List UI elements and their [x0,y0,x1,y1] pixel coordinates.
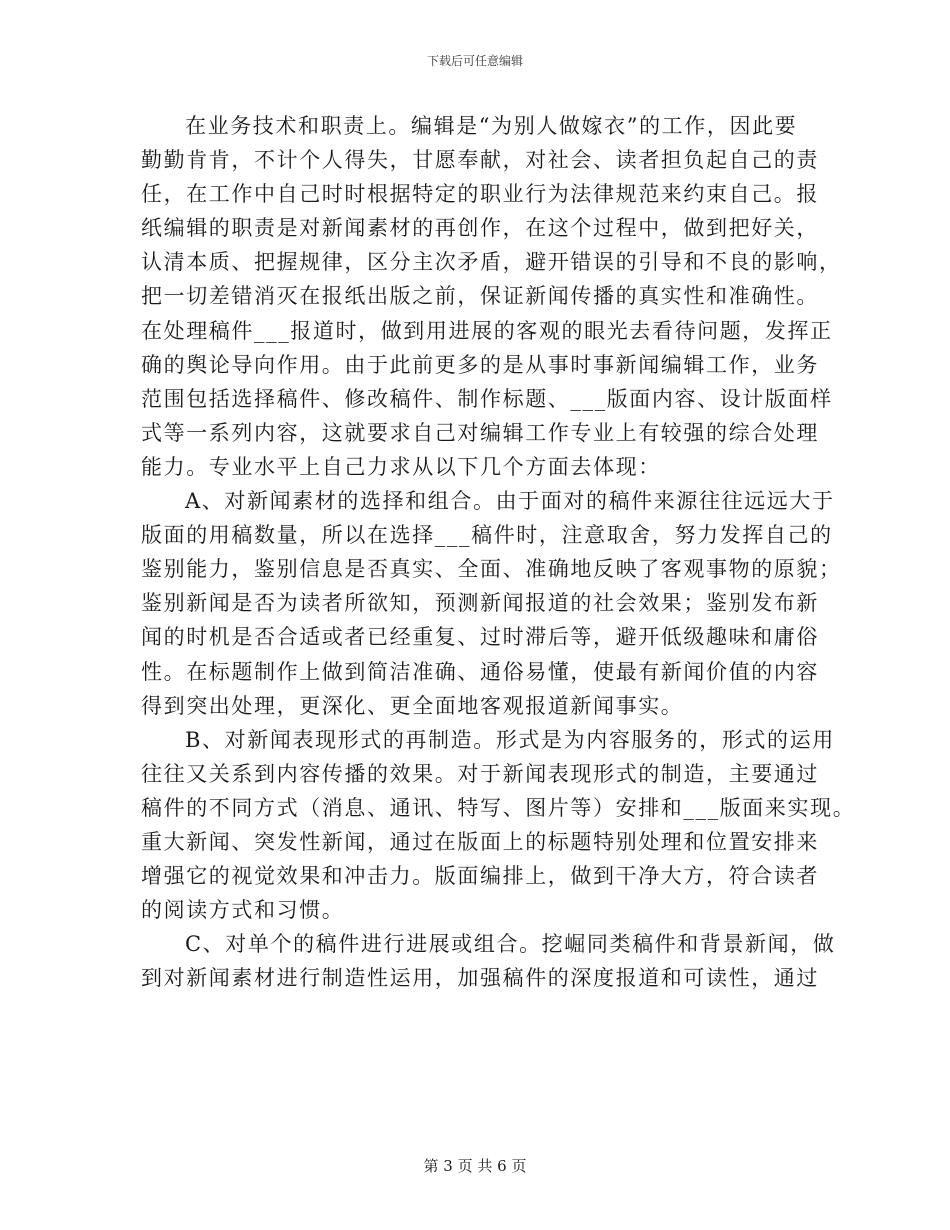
paragraph-a [141,484,842,723]
paragraph-intro [141,109,842,484]
text-line: 重大新闻、突发性新闻，通过在版面上的标题特别处理和位置安排来 [141,829,819,854]
text-line: 在处理稿件___报道时，做到用进展的客观的眼光去看待问题，发挥正 [141,318,833,343]
text-line: 鉴别新闻是否为读者所欲知，预测新闻报道的社会效果；鉴别发布新 [141,591,819,616]
text-line: 的阅读方式和习惯。 [141,898,345,923]
text-line: 到对新闻素材进行制造性运用，加强稿件的深度报道和可读性，通过 [141,966,819,991]
text-line: B、对新闻表现形式的再制造。形式是为内容服务的，形式的运用 [185,727,835,752]
text-line: 在业务技术和职责上。编辑是“为别人做嫁衣”的工作，因此要 [185,114,798,138]
text-line: 任，在工作中自己时时根据特定的职业行为法律规范来约束自己。报 [141,182,819,207]
text-line: 鉴别能力，鉴别信息是否真实、全面、准确地反映了客观事物的原貌； [141,557,842,582]
text-line: 往往又关系到内容传播的效果。对于新闻表现形式的制造，主要通过 [141,761,819,786]
text-line: 版面的用稿数量，所以在选择___稿件时，注意取舍，努力发挥自己的 [141,523,833,548]
text-line: C、对单个的稿件进行进展或组合。挖崛同类稿件和背景新闻，做 [185,932,836,957]
text-line: 把一切差错消灭在报纸出版之前，保证新闻传播的真实性和准确性。 [141,284,819,309]
text-line: A、对新闻素材的选择和组合。由于面对的稿件来源往往远远大于 [185,489,835,514]
text-line: 能力。专业水平上自己力求从以下几个方面去体现： [141,454,661,479]
text-line: 确的舆论导向作用。由于此前更多的是从事时事新闻编辑工作，业务 [141,352,819,377]
page-number: 第 3 页 共 6 页 [423,1157,527,1175]
text-line: 认清本质、把握规律，区分主次矛盾，避开错误的引导和不良的影响， [141,250,842,275]
text-line: 范围包括选择稿件、修改稿件、制作标题、___版面内容、设计版面样 [141,386,833,411]
text-line: 式等一系列内容，这就要求自己对编辑工作专业上有较强的综合处理 [141,420,819,445]
text-line: 得到突出处理，更深化、更全面地客观报道新闻事实。 [141,693,684,718]
text-line: 稿件的不同方式（消息、通讯、特写、图片等）安排和___版面来实现。 [141,795,856,820]
document-body [141,109,856,995]
paragraph-c [141,927,836,995]
text-line: 勤勤肯肯，不计个人得失，甘愿奉献，对社会、读者担负起自己的责 [141,148,819,173]
text-line: 性。在标题制作上做到简洁准确、通俗易懂，使最有新闻价值的内容 [141,659,819,684]
paragraph-b [141,723,856,928]
text-line: 增强它的视觉效果和冲击力。版面编排上，做到干净大方，符合读者 [141,864,819,889]
text-line: 纸编辑的职责是对新闻素材的再创作，在这个过程中，做到把好关， [141,216,819,241]
page-header: 下载后可任意编辑 [426,54,523,68]
text-line: 闻的时机是否合适或者已经重复、过时滞后等，避开低级趣味和庸俗 [141,625,819,650]
